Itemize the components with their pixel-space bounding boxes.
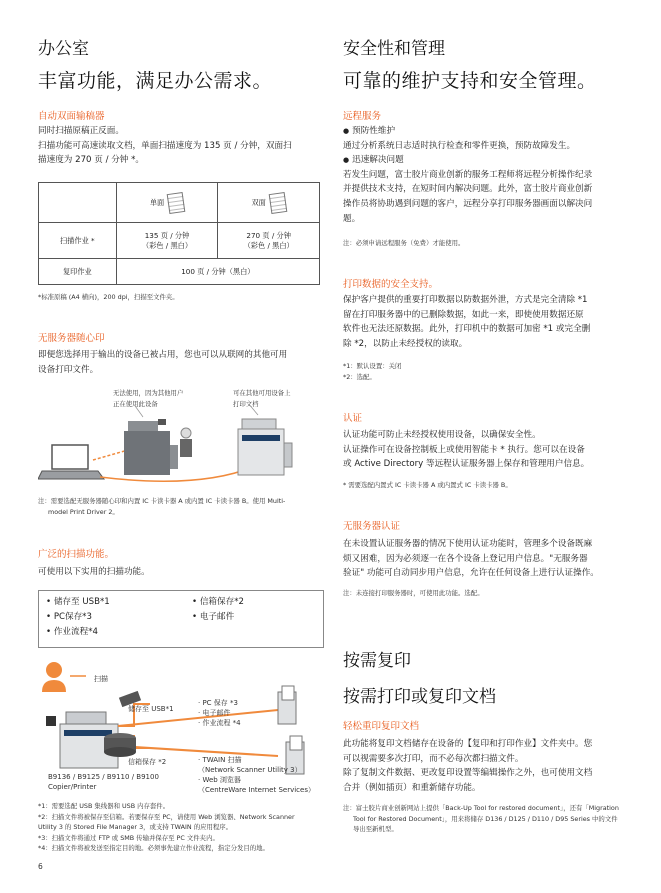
- scan-duplex-value: 270 页 / 分钟 （彩色 / 黑白）: [218, 223, 320, 259]
- print-security-notes: *1：默认设置：关闭 *2：选配。: [343, 362, 402, 381]
- col-single: 单面: [116, 183, 218, 223]
- busy-printer-icon: [124, 419, 178, 475]
- dual-scan-note: *标准原稿 (A4 横向)，200 dpi，扫描至文件夹。: [38, 293, 179, 301]
- operator-icon: [46, 662, 62, 678]
- left-headline: 丰富功能，满足办公需求。: [38, 70, 273, 92]
- auth-heading: 认证: [343, 413, 363, 424]
- follow-me-paragraph: 即便您选择用于输出的设备已被占用，您也可以从联网的其他可用 设备打印文件。: [38, 350, 288, 375]
- scan-features-heading: 广泛的扫描功能。: [38, 549, 115, 560]
- copy-value: 100 页 / 分钟（黑白）: [116, 259, 319, 285]
- mailbox-label: 信箱保存 *2: [128, 758, 167, 766]
- twain-group-label: · TWAIN 扫描 （Network Scanner Utility 3） · Web 浏览器 （CentreWare Internet Services）: [198, 756, 315, 794]
- scan-single-value: 135 页 / 分钟 （彩色 / 黑白）: [116, 223, 218, 259]
- available-printer-icon: [238, 419, 292, 475]
- col-duplex: 双面: [218, 183, 320, 223]
- right-headline: 可靠的维护支持和安全管理。: [343, 70, 597, 92]
- pc-tower-icon: [278, 686, 296, 724]
- scan-features-list-left: • 储存至 USB*1 • PC保存*3 • 作业流程*4: [46, 597, 110, 637]
- list-bullet: •: [46, 597, 54, 607]
- auth-paragraph: 认证功能可防止未经授权使用设备，以确保安全性。 认证操作可在设备控制板上或使用智能卡 * 执行。您可以在设备 或 Active Directory 等远程认证服务器上保存和管理用户信息。: [343, 430, 590, 470]
- scan-label: 扫描: [94, 675, 108, 683]
- on-demand-headline: 按需打印或复印文档: [343, 687, 496, 707]
- row-copy-label: 复印作业: [39, 259, 117, 285]
- remote-note: 注：必须申请远程服务（免费）才能使用。: [343, 239, 465, 247]
- scan-features-intro: 可使用以下实用的扫描功能。: [38, 567, 150, 577]
- remote-heading: 远程服务: [343, 111, 382, 122]
- user-icon: [181, 428, 191, 438]
- category-title-security: 安全性和管理: [343, 39, 445, 59]
- serverless-auth-paragraph: 在未设置认证服务器的情况下使用认证功能时，管理多个设备既麻 烦又困难，因为必须逐一在各个设备上登记用户信息。"无服务器 验证" 功能可自动同步用户信息，允许在任何设备上进行认证操作。: [343, 539, 599, 579]
- follow-me-diagram: [38, 405, 323, 490]
- follow-me-note: 注：需要选配无服务器随心印和内置 IC 卡读卡器 A 或内置 IC 卡读卡器 B。使用 Multi- model Print Driver 2。: [38, 497, 286, 516]
- usb-label: 储存至 USB*1: [128, 705, 174, 713]
- model-name-label: B9136 / B9125 / B9110 / B9100 Copier/Printer: [48, 773, 159, 791]
- dual-scan-heading: 自动双面输稿器: [38, 111, 105, 122]
- busy-device-label: 无法使用，因为其他用户 正在使用此设备: [113, 389, 184, 408]
- on-demand-paragraph: 此功能将复印文档储存在设备的【复印和打印作业】文件夹中。您 可以视需要多次打印，而不必每次都扫描文件。 除了复制文件数据、更改复印设置等编辑操作之外，也可使用文档 合并（例如插页）和重新储存功能。: [343, 739, 593, 793]
- print-security-paragraph: 保护客户提供的重要打印数据以防数据外泄，方式是完全清除 *1 留在打印服务器中的已删除数据，如此一来，即使使用数据还原 软件也无法还原数据。此外，打印机中的数据可加密 *1 或完全删 除 *2，以防止未经授权的读取。: [343, 295, 591, 349]
- scan-features-list-right: • 信箱保存*2 • 电子邮件: [192, 597, 244, 622]
- page-number: 6: [38, 862, 43, 871]
- laptop-icon: [38, 445, 104, 479]
- category-title-office: 办公室: [38, 39, 89, 59]
- on-demand-note: 注：富士胶片商业创新网站上提供「Back-Up Tool for restored document」，还有「Migration Tool for Restored Document」，用来将储存 D136 / D125 / D110 / D95 Series 中的文件 导出至新机型。: [343, 804, 619, 833]
- duplex-sheet-icon: [269, 191, 288, 213]
- follow-me-heading: 无服务器随心印: [38, 333, 105, 344]
- serverless-auth-heading: 无服务器认证: [343, 521, 401, 532]
- on-demand-heading: 轻松重印复印文档: [343, 721, 420, 732]
- mailbox-storage-icon: [104, 733, 136, 757]
- pc-group-label: · PC 保存 *3 · 电子邮件 · 作业流程 *4: [198, 699, 241, 727]
- dual-scan-paragraph: 同时扫描原稿正反面。 扫描功能可高速读取文档，单面扫描速度为 135 页 / 分钟，双面扫 描速度为 270 页 / 分钟 *。: [38, 126, 292, 166]
- scan-features-notes: *1：需要选配 USB 集线器和 USB 内存套件。 *2：扫描文件将被保存至信箱。若要保存至 PC，请使用 Web 浏览器、Network Scanner Utility 3 的 Stored File Manager 3，或支持 TWAIN 的应用程序。 *3：扫描文件将通过 FTP 或 SMB 传输并保存至 PC 文件夹内。 *4：扫描文件将被发送至指定目的地。必须事先建立作业流程，指定分发目的地。: [38, 802, 295, 852]
- category-title-on-demand: 按需复印: [343, 651, 411, 671]
- print-security-heading: 打印数据的安全支持。: [343, 279, 439, 290]
- remote-body: ● 预防性维护 通过分析系统日志适时执行检查和零件更换，预防故障发生。 ● 迅速解决问题 若发生问题，富士胶片商业创新的服务工程师将远程分析操作纪录 并提供技术支持，在短时间内解决问题。此外，富士胶片商业创新 操作员将协助遇到问题的客户，远程分享打印服务器画面以解决问 题。: [343, 124, 628, 226]
- available-device-label: 可在其他可用设备上 打印文档: [233, 389, 291, 408]
- row-scan-label: 扫描作业 *: [39, 223, 117, 259]
- single-sheet-icon: [167, 191, 186, 213]
- usb-stick-icon: [46, 716, 56, 726]
- scan-speed-table: [38, 182, 320, 285]
- serverless-auth-note: 注：未连接打印服务器时，可使用此功能。选配。: [343, 589, 484, 597]
- auth-note: * 需要选配内置式 IC 卡读卡器 A 或内置式 IC 卡读卡器 B。: [343, 481, 512, 489]
